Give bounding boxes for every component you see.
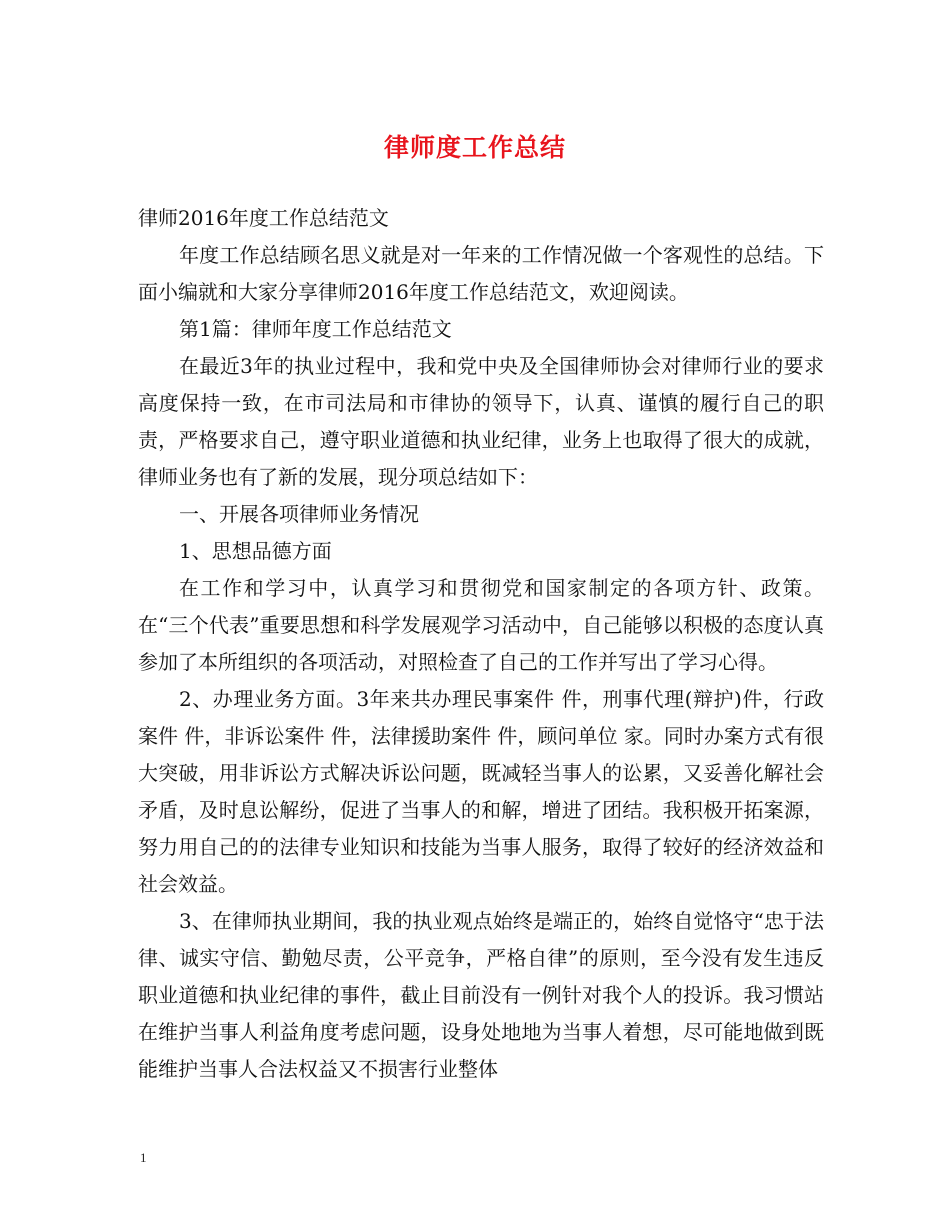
- paragraph-business: 2、办理业务方面。3年来共办理民事案件 件，刑事代理(辩护)件，行政案件 件，非诉讼案件 件，法律援助案件 件，顾问单位 家。同时办案方式有很大突破，用非诉讼方式解决诉讼问题，既减轻当事人的讼累，又妥善化解社会矛盾，及时息讼解纷，促进了当事人的和解，增进了团结。我积极开拓案源，努力用自己的的法律专业知识和技能为当事人服务，取得了较好的经济效益和社会效益。: [138, 687, 824, 896]
- document-body: [138, 200, 824, 1088]
- paragraph-intro: 年度工作总结顾名思义就是对一年来的工作情况做一个客观性的总结。下面小编就和大家分享律师2016年度工作总结范文，欢迎阅读。: [138, 243, 824, 304]
- document-subtitle: 律师2016年度工作总结范文: [138, 206, 389, 230]
- page-number: 1: [140, 1150, 147, 1165]
- paragraph-ideology: 在工作和学习中，认真学习和贯彻党和国家制定的各项方针、政策。在“三个代表”重要思想和科学发展观学习活动中，自己能够以积极的态度认真参加了本所组织的各项活动，对照检查了自己的工作并写出了学习心得。: [138, 576, 824, 674]
- subheading-ideology: 1、思想品德方面: [179, 539, 332, 563]
- paragraph-overview: 在最近3年的执业过程中，我和党中央及全国律师协会对律师行业的要求高度保持一致，在市司法局和市律协的领导下，认真、谨慎的履行自己的职责，严格要求自己，遵守职业道德和执业纪律，业务上也取得了很大的成就，律师业务也有了新的发展，现分项总结如下：: [138, 354, 824, 489]
- document-title: 律师度工作总结: [383, 133, 566, 162]
- section-heading-part-1: 第1篇：律师年度工作总结范文: [179, 317, 452, 341]
- paragraph-practice: 3、在律师执业期间，我的执业观点始终是端正的，始终自觉恪守“忠于法律、诚实守信、勤勉尽责，公平竞争，严格自律”的原则，至今没有发生违反职业道德和执业纪律的事件，截止目前没有一例针对我个人的投诉。我习惯站在维护当事人利益角度考虑问题，设身处地地为当事人着想，尽可能地做到既能维护当事人合法权益又不损害行业整体: [138, 909, 824, 1081]
- section-heading-business: 一、开展各项律师业务情况: [179, 502, 419, 526]
